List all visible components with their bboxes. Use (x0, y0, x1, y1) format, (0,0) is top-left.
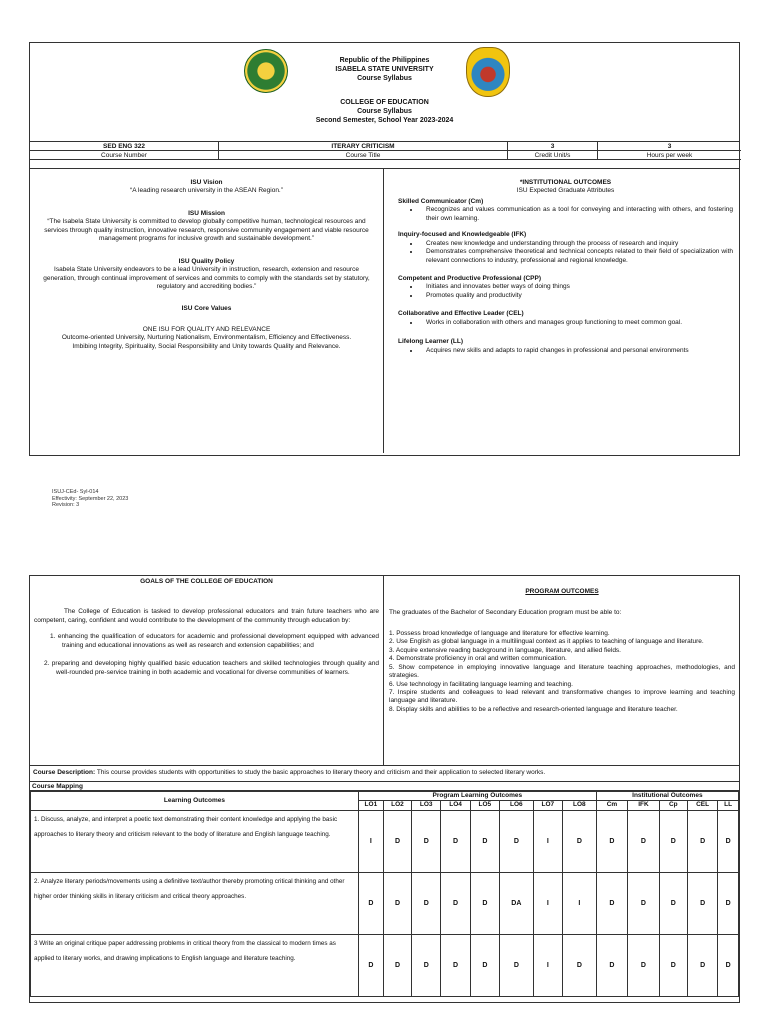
mapping-mark-cell: I (533, 872, 562, 934)
mapping-mark-cell: D (659, 810, 687, 872)
mapping-column-header: LL (718, 801, 739, 810)
attribute-cpp-title: Competent and Productive Professional (CPP) (398, 274, 542, 282)
course-description-label: Course Description: (33, 769, 96, 776)
attribute-cpp-item: • Initiates and innovates better ways of doing things (420, 283, 733, 291)
mapping-mark-cell: D (659, 872, 687, 934)
goals-outcomes-section (30, 576, 739, 766)
mapping-column-header: LO4 (441, 801, 470, 810)
goals-list (34, 633, 379, 677)
document-control-footer (52, 489, 128, 509)
footer-code: ISUJ-CEd- Syl-014 (52, 489, 99, 495)
header-republic-block (30, 57, 739, 83)
attribute-ifk-title: Inquiry-focused and Knowledgeable (IFK) (398, 231, 527, 239)
mapping-column-header: LO8 (562, 801, 596, 810)
mapping-mark-cell: D (358, 934, 383, 996)
goals-column (30, 576, 384, 765)
core-values-line3: Imbibing Integrity, Spirituality, Social Responsibility and Unity towards Quality and Relevance. (72, 342, 341, 350)
mapping-mark-cell: I (562, 872, 596, 934)
mapping-mark-cell: D (412, 872, 441, 934)
learning-outcomes-header: Learning Outcomes (31, 792, 359, 811)
mapping-mark-cell: D (596, 872, 627, 934)
hours-label: Hours per week (598, 151, 741, 160)
institutional-subtitle: ISU Expected Graduate Attributes (516, 187, 615, 195)
program-outcome-item: 3. Acquire extensive reading background in language, literature, and allied fields. (389, 646, 621, 654)
mapping-column-header: LO1 (358, 801, 383, 810)
mapping-mark-cell: D (358, 872, 383, 934)
program-outcome-item: 7. Inspire students and colleagues to lead relevant and transformative changes to improve learning and teaching language and literature. (389, 688, 735, 705)
core-values-line1: ONE ISU FOR QUALITY AND RELEVANCE (142, 325, 271, 333)
attribute-cm-list (420, 206, 733, 223)
vision-mission-column (30, 169, 384, 453)
mapping-column-header: LO2 (383, 801, 411, 810)
attribute-ll-title: Lifelong Learner (LL) (398, 338, 463, 346)
mapping-mark-cell: D (412, 810, 441, 872)
header-term: Second Semester, School Year 2023-2024 (315, 117, 454, 125)
program-outcomes-intro: The graduates of the Bachelor of Secondary Education program must be able to: (389, 609, 622, 617)
vision-text: “A leading research university in the ASEAN Region.” (130, 187, 283, 195)
mapping-mark-cell: D (383, 934, 411, 996)
table-row (31, 934, 739, 996)
program-outcome-item: 1. Possess broad knowledge of language and literature for effective learning. (389, 629, 610, 637)
mapping-mark-cell: I (533, 934, 562, 996)
attribute-ifk-item: • Demonstrates comprehensive theoretical and technical concepts related to their field of specialization with relevant connections to industry, professional and regional knowledge. (420, 248, 733, 265)
mapping-mark-cell: D (718, 810, 739, 872)
mapping-header-row (31, 792, 739, 801)
header-republic: Republic of the Philippines (339, 57, 430, 64)
header-college-block (30, 98, 739, 125)
institutional-outcomes-column (384, 169, 739, 453)
program-outcome-item: 6. Use technology in facilitating language learning and teaching. (389, 680, 573, 688)
attribute-ifk-item: • Creates new knowledge and understanding through the process of research and inquiry (420, 240, 733, 248)
mapping-column-header: LO5 (470, 801, 499, 810)
mapping-mark-cell: D (500, 810, 534, 872)
attribute-cel-title: Collaborative and Effective Leader (CEL) (398, 310, 524, 318)
syllabus-page-1 (29, 42, 740, 456)
attribute-cpp-item: • Promotes quality and productivity (420, 292, 733, 300)
course-title-label: Course Title (219, 151, 508, 160)
goals-intro: The College of Education is tasked to develop professional educators and train future teachers who are competent, caring, confident and would contribute to the development of the community through education by: (34, 608, 379, 624)
table-row (31, 872, 739, 934)
quality-policy-text: Isabela State University endeavors to be a lead University in instruction, research, extension and resource generation, through continual improvement of services and commits to comply with the standards set by statutory, regulatory and accrediting bodies.” (43, 266, 370, 290)
mapping-mark-cell: D (500, 934, 534, 996)
mapping-mark-cell: DA (500, 872, 534, 934)
hours-value: 3 (598, 142, 741, 151)
document-header (30, 43, 739, 142)
mapping-mark-cell: D (470, 810, 499, 872)
program-outcomes-title: PROGRAM OUTCOMES (525, 588, 599, 595)
mapping-mark-cell: D (562, 934, 596, 996)
credit-units-value: 3 (508, 142, 598, 151)
spacer-row (30, 160, 739, 169)
course-description (30, 766, 739, 782)
attribute-cpp-list (420, 283, 733, 300)
syllabus-page-2 (29, 575, 740, 1003)
mapping-mark-cell: D (441, 872, 470, 934)
mapping-mark-cell: D (562, 810, 596, 872)
header-college: COLLEGE OF EDUCATION (340, 99, 429, 106)
attribute-cm-title: Skilled Communicator (Cm) (398, 197, 484, 205)
mapping-mark-cell: D (628, 934, 659, 996)
table-row (31, 810, 739, 872)
header-syllabus: Course Syllabus (357, 108, 412, 116)
mapping-mark-cell: D (687, 934, 717, 996)
mapping-mark-cell: D (687, 872, 717, 934)
institutional-title: *INSTITUTIONAL OUTCOMES (519, 179, 612, 186)
mapping-mark-cell: D (412, 934, 441, 996)
header-course-syllabus: Course Syllabus (357, 74, 412, 82)
program-outcome-item: 8. Display skills and abilities to be a reflective and research-oriented language and literature teacher. (389, 705, 678, 713)
program-outcomes-column (384, 576, 739, 765)
mapping-column-header: Cm (596, 801, 627, 810)
mission-title: ISU Mission (188, 209, 225, 217)
mapping-mark-cell: D (659, 934, 687, 996)
goals-title: GOALS OF THE COLLEGE OF EDUCATION (140, 578, 273, 585)
mapping-column-header: LO7 (533, 801, 562, 810)
attribute-ifk-list (420, 240, 733, 265)
mapping-mark-cell: D (718, 872, 739, 934)
course-title-value: ITERARY CRITICISM (219, 142, 508, 151)
vision-title: ISU Vision (190, 179, 223, 186)
mapping-mark-cell: D (687, 810, 717, 872)
mapping-mark-cell: D (441, 934, 470, 996)
mapping-mark-cell: D (628, 810, 659, 872)
course-number-value: SED ENG 322 (30, 142, 219, 151)
mapping-column-header: Cp (659, 801, 687, 810)
mapping-column-header: LO3 (412, 801, 441, 810)
mapping-mark-cell: D (596, 934, 627, 996)
learning-outcome-cell: 2. Analyze literary periods/movements using a definitive text/author thereby promoting critical thinking and other higher order thinking skills in literary criticism and critical theory approaches. (31, 872, 359, 934)
mapping-mark-cell: D (628, 872, 659, 934)
program-outcomes-list (389, 630, 735, 714)
footer-revision: Revision: 3 (52, 502, 80, 509)
attribute-ll-list (420, 347, 733, 355)
mapping-mark-cell: D (470, 934, 499, 996)
credit-units-label: Credit Unit/s (508, 151, 598, 160)
mapping-column-header: IFK (628, 801, 659, 810)
core-values-line2: Outcome-oriented University, Nurturing Nationalism, Environmentalism, Efficiency and Effectiveness. (61, 334, 352, 342)
course-mapping-title: Course Mapping (30, 782, 739, 791)
header-university: ISABELA STATE UNIVERSITY (335, 65, 434, 73)
attribute-cel-list (420, 319, 733, 327)
mapping-mark-cell: D (596, 810, 627, 872)
program-outcome-item: 2. Use English as global language in a multilingual context as it applies to teaching of language and literature. (389, 638, 704, 646)
course-description-text: This course provides students with opportunities to study the basic approaches to literary theory and criticism and their application to selected literary works. (95, 769, 546, 776)
attribute-ll-item: • Acquires new skills and adapts to rapid changes in professional and personal environments (420, 347, 733, 355)
plo-header: Program Learning Outcomes (358, 792, 596, 801)
mapping-mark-cell: D (383, 872, 411, 934)
mapping-column-header: CEL (687, 801, 717, 810)
mapping-column-header: LO6 (500, 801, 534, 810)
mapping-mark-cell: I (358, 810, 383, 872)
quality-policy-title: ISU Quality Policy (178, 257, 235, 265)
learning-outcome-cell: 3 Write an original critique paper addressing problems in critical theory from the classical to modern times as applied to literary works, and drawing implications to English language and literature teaching. (31, 934, 359, 996)
mission-text: “The Isabela State University is committed to develop globally competitive human, technological resources and services through quality instruction, innovative research, responsive community engagement and viable resource management programs for inclusive growth and sustainable development.” (44, 218, 369, 243)
goal-item: 1. enhancing the qualification of educators for academic and professional development equipped with advanced training and educational innovations as well as research and extension capabilities; and (50, 633, 379, 649)
io-header: Institutional Outcomes (596, 792, 738, 801)
course-mapping-table (30, 791, 739, 997)
program-outcome-item: 4. Demonstrate proficiency in oral and written communication. (389, 655, 567, 663)
mapping-mark-cell: D (441, 810, 470, 872)
attribute-cel-item: • Works in collaboration with others and manages group functioning to meet common goal. (420, 319, 733, 327)
mapping-mark-cell: D (718, 934, 739, 996)
attribute-cm-item: • Recognizes and values communication as a tool for conveying and interacting with others, and fostering their own learning. (420, 206, 733, 223)
learning-outcome-cell: 1. Discuss, analyze, and interpret a poetic text demonstrating their content knowledge and applying the basic approaches to literary theory and criticism relevant to the body of literature and English language teaching. (31, 810, 359, 872)
core-values-title: ISU Core Values (181, 305, 232, 313)
mapping-mark-cell: D (470, 872, 499, 934)
footer-effectivity: Effectivity: September 22, 2023 (52, 495, 129, 502)
mapping-mark-cell: D (383, 810, 411, 872)
program-outcome-item: 5. Show competence in employing innovative language and literature teaching approaches, methodologies, and strategies. (389, 663, 735, 680)
course-number-label: Course Number (30, 151, 219, 160)
goal-item: 2. preparing and developing highly qualified basic education teachers and skilled technologies through quality and well-rounded pre-service training in both academic and vocational for diverse communities of learners. (44, 660, 379, 676)
mapping-mark-cell: I (533, 810, 562, 872)
vision-mission-section (30, 169, 739, 453)
course-info-grid (30, 142, 739, 160)
